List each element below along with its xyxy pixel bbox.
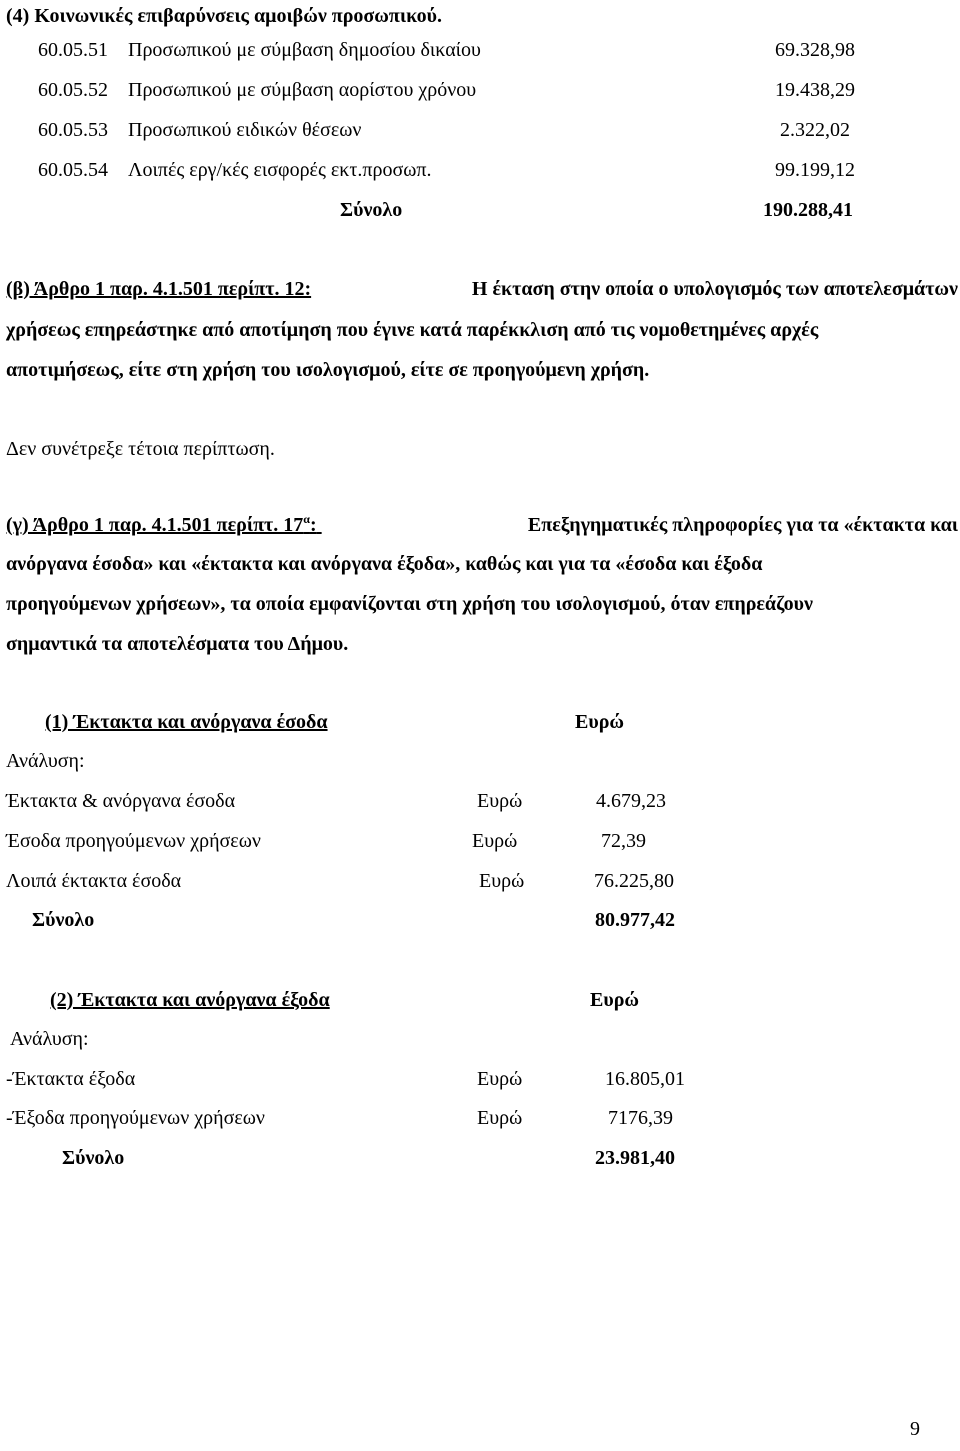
income-row-amount: 72,39	[601, 830, 646, 852]
section-b-text: χρήσεως επηρεάστηκε από αποτίμηση που έγινε κατά παρέκκλιση από τις νομοθετημένες αρχές	[6, 319, 819, 341]
section-g-ref-colon: :	[309, 514, 317, 536]
account-code: 60.05.51	[38, 39, 108, 61]
expenses-currency-header: Ευρώ	[590, 989, 640, 1011]
account-amount: 99.199,12	[775, 159, 855, 181]
account-amount: 19.438,29	[775, 79, 855, 101]
income-row-currency: Ευρώ	[479, 870, 525, 892]
section-g-line1	[6, 513, 958, 537]
income-row-amount: 76.225,80	[594, 870, 674, 892]
account-amount: 69.328,98	[775, 39, 855, 61]
section-4-total-label: Σύνολο	[340, 199, 403, 221]
section-g-text: Επεξηγηματικές πληροφορίες για τα «έκτακτα και	[527, 514, 958, 536]
account-code: 60.05.53	[38, 119, 108, 141]
income-row-label: Έσοδα προηγούμενων χρήσεων	[6, 830, 261, 852]
section-g-line3	[6, 592, 958, 616]
account-code: 60.05.52	[38, 79, 108, 101]
expenses-row-amount: 16.805,01	[605, 1068, 685, 1090]
income-row-label: Έκτακτα & ανόργανα έσοδα	[6, 790, 236, 812]
expenses-row-label: -Έκτακτα έξοδα	[6, 1068, 136, 1090]
account-amount: 2.322,02	[780, 119, 850, 141]
income-row-label: Λοιπά έκτακτα έσοδα	[6, 870, 182, 892]
expenses-title: (2) Έκτακτα και ανόργανα έξοδα	[50, 989, 330, 1011]
section-b-text: Η έκταση στην οποία ο υπολογισμός των αποτελεσμάτων	[471, 278, 958, 300]
income-total-amount: 80.977,42	[595, 909, 675, 931]
expenses-row-currency: Ευρώ	[477, 1068, 523, 1090]
income-title: (1) Έκτακτα και ανόργανα έσοδα	[45, 711, 328, 733]
income-analysis-label: Ανάλυση:	[6, 750, 85, 772]
expenses-row-currency: Ευρώ	[477, 1107, 523, 1129]
section-b-ref: (β) Άρθρο 1 παρ. 4.1.501 περίπτ. 12:	[6, 278, 312, 300]
income-total-label: Σύνολο	[32, 909, 95, 931]
account-label: Προσωπικού με σύμβαση δημοσίου δικαίου	[128, 39, 481, 61]
account-label: Προσωπικού με σύμβαση αορίστου χρόνου	[128, 79, 477, 101]
account-label: Προσωπικού ειδικών θέσεων	[128, 119, 362, 141]
income-row-currency: Ευρώ	[472, 830, 518, 852]
section-g-ref-text: (γ) Άρθρο 1 παρ. 4.1.501 περίπτ. 17	[6, 514, 304, 536]
section-4-heading: (4) Κοινωνικές επιβαρύνσεις αμοιβών προσωπικού.	[6, 5, 442, 27]
section-g-text: ανόργανα έσοδα» και «έκτακτα και ανόργανα έξοδα», καθώς και για τα «έσοδα και έξοδα	[6, 553, 763, 575]
page-number: 9	[910, 1418, 920, 1440]
section-g-line2	[6, 552, 958, 576]
income-row-amount: 4.679,23	[596, 790, 666, 812]
expenses-total-amount: 23.981,40	[595, 1147, 675, 1169]
account-label: Λοιπές εργ/κές εισφορές εκτ.προσωπ.	[128, 159, 432, 181]
expenses-row-label: -Έξοδα προηγούμενων χρήσεων	[6, 1107, 265, 1129]
income-currency-header: Ευρώ	[575, 711, 625, 733]
section-g-ref	[6, 513, 322, 537]
expenses-total-label: Σύνολο	[62, 1147, 125, 1169]
income-row-currency: Ευρώ	[477, 790, 523, 812]
section-g-line4: σημαντικά τα αποτελέσματα του Δήμου.	[6, 633, 349, 655]
section-b-note: Δεν συνέτρεξε τέτοια περίπτωση.	[6, 438, 275, 460]
account-code: 60.05.54	[38, 159, 108, 181]
section-b-line1	[6, 277, 958, 301]
expenses-row-amount: 7176,39	[608, 1107, 673, 1129]
section-b-line3: αποτιμήσεως, είτε στη χρήση του ισολογισμού, είτε σε προηγούμενη χρήση.	[6, 359, 650, 381]
section-b-line2	[6, 318, 958, 342]
section-g-text: προηγούμενων χρήσεων», τα οποία εμφανίζονται στη χρήση του ισολογισμού, όταν επηρεάζουν	[6, 593, 813, 615]
section-4-total-amount: 190.288,41	[763, 199, 853, 221]
section-g-ref-sup: α	[303, 512, 310, 526]
expenses-analysis-label: Ανάλυση:	[10, 1028, 89, 1050]
